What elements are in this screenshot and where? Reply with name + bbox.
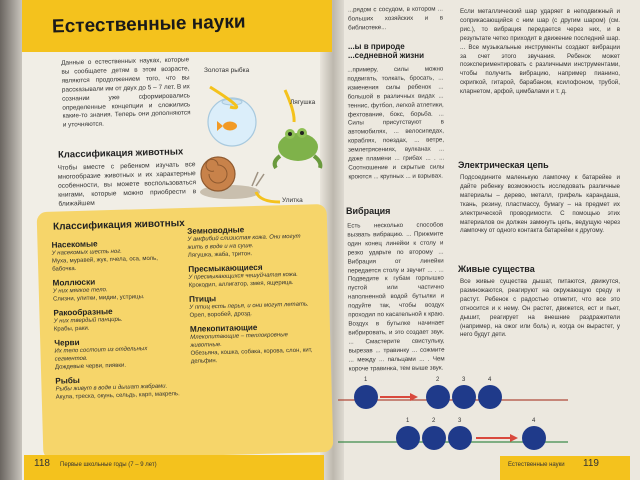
right-col1-heading2: Вибрация	[346, 206, 391, 216]
box-title: Классификация животных	[52, 217, 185, 233]
right-col2-text: Подсоедините маленькую лампочку к батарейке и дайте ребенку возможность исследовать различные материалы – дерево, металл, грифель карандаша, ткань, резину, пластмассу, бумагу – на предмет их электрической проводимости. С помощью этих материалов он должен замкнуть цепь, ведущую через лампочку от одного контакта батарейки к другому.	[460, 174, 620, 235]
item-desc: Рыбы живут в воде и дышат жабрами.	[55, 383, 168, 393]
ball-icon	[354, 385, 378, 409]
ball-label: 2	[436, 377, 440, 383]
bottom-ball-row	[396, 418, 546, 450]
item-examples: Орел, воробей, дрозд.	[189, 311, 253, 319]
footer-right-band	[500, 456, 630, 480]
right-col2-heading: Электрическая цепь	[458, 160, 549, 170]
item-examples: Дождевые черви, пиявки.	[54, 362, 127, 371]
page-edge	[0, 0, 22, 480]
box-right-column	[187, 218, 319, 366]
goldfish-bowl-icon	[208, 98, 256, 146]
ball-icon	[448, 426, 472, 450]
footer-left-text: Первые школьные годы (7 – 9 лет)	[60, 462, 157, 468]
item-heading: Рыбы	[55, 375, 80, 386]
right-col1-heading: ...ы в природе ...седневной жизни	[348, 42, 425, 60]
item-heading: Млекопитающие	[189, 322, 258, 334]
label-snail: Улитка	[282, 197, 303, 204]
page-number-right: 119	[583, 458, 599, 469]
item-desc: У амфибий слизистая кожа. Они могут жить в воде и на суше.	[187, 233, 301, 251]
item-heading: Птицы	[188, 294, 217, 304]
right-col2-text-top: Если металлический шар ударяет в неподвижный и соприкасающийся с ним шар (с другим шаром) (см. рис.), то вибрация передается через них, и в результате четко приходит в движение последний шар. ... Все музыкальные инструменты создают вибрации за счет этого звучания. Ребенок может поэкспериментировать с различными инструментами, чтобы получить вибрацию, например пианино, скрипкой, гитарой, барабаном, ксилофоном, трубой, кларнетом, арфой, цимбалами и т. д.	[460, 8, 620, 96]
ball-label: 3	[458, 418, 462, 424]
item-examples: Обезьяна, кошка, собака, корова, слон, кит, дельфин.	[190, 347, 313, 365]
ball-icon	[522, 426, 546, 450]
section-heading: Классификация животных	[57, 146, 184, 161]
ball-icon	[426, 385, 450, 409]
item-examples: Лягушка, жаба, тритон.	[187, 251, 253, 259]
page-number-left: 118	[34, 458, 50, 469]
item-desc: У них твердый панцирь.	[53, 316, 123, 325]
item-desc: Млекопитающие – теплокровные животные.	[190, 332, 289, 349]
item-desc: У насекомых шесть ног.	[51, 248, 123, 257]
intro-paragraph: Данные о естественных науках, которые вы сообщаете детям в этом возрасте, являются продолжением того, что вы рассказывали им от двух до 5 – 7 лет. В их сознании уже сформировались определенные концепции и сложились какие-то знания. Теперь они дополняются и уточняются.	[61, 56, 191, 130]
snail-icon	[200, 157, 264, 199]
item-heading: Ракообразные	[53, 307, 113, 318]
footer-right-text: Естественные науки	[508, 462, 565, 468]
pendulum-balls-illustration	[338, 372, 568, 457]
item-desc: У них мягкое тело.	[52, 287, 108, 295]
ball-icon	[478, 385, 502, 409]
frog-icon	[275, 128, 321, 168]
animals-illustration	[190, 52, 330, 220]
item-examples: Крабы, раки.	[53, 325, 90, 333]
item-heading: Насекомые	[51, 239, 98, 250]
ball-label: 3	[462, 377, 466, 383]
right-col2-heading2: Живые существа	[458, 264, 535, 274]
item-heading: Земноводные	[187, 225, 245, 236]
item-desc: У птиц есть перья, и они могут летать.	[189, 301, 309, 311]
label-goldfish: Золотая рыбка	[204, 67, 250, 74]
section-paragraph: Чтобы вместе с ребенком изучать все многообразие животных и их характерные особенности, вы можете воспользоваться книгами, которые можно приобрести в ближайшем	[57, 161, 197, 208]
item-desc: Их тело состоит из отдельных сегментов.	[54, 346, 148, 363]
ball-label: 1	[364, 377, 368, 383]
label-frog: Лягушка	[290, 99, 316, 106]
item-heading: Моллюски	[52, 277, 96, 288]
right-col1-text2: Есть несколько способов вызвать вибрацию. ... Прижмите один конец линейки к столу и резко ударьте по второму ... Вибрация от линейки передается столу и звучит ... . ... Подведите к губам горлышко пустой или частично наполненной водой бутылки и подуйте так, чтобы воздух проходил по касательной к краю. Воздух в бутылке начинает вибрировать, и это создает звук. ... Смастерите свистульку, вырезав ... травинку ... сожмите ... между ... пальцами ... . Чем короче травинка, тем выше звук.	[347, 221, 445, 372]
item-examples: Крокодил, аллигатор, змея, ящерица.	[188, 279, 294, 289]
classification-box	[37, 204, 334, 460]
ball-icon	[396, 426, 420, 450]
right-col1-text: ...примеру, силы можно подвигать, толкать, бросать, ... изменения силы ребенок ... большой в различных видах ... теннис, футбол, легкой атлетики, фехтование, бокс, борьба. ... Силы присутствуют в автомобилях, ... велосипедах, кораблях, поездах, ... ветре, землетрясениях, вулканах ... даже пламени ... грибах ... . ... Соотношение и скрытые силы кроются ... крупных ... и взрывах.	[347, 65, 445, 181]
ball-label: 2	[432, 418, 436, 424]
item-examples: Слизни, улитки, мидии, устрицы.	[52, 294, 145, 303]
item-heading: Пресмыкающиеся	[188, 262, 263, 274]
right-col2-text2: Все живые существа дышат, питаются, движутся, размножаются, реагируют на окружающую среду и растут. Ребенок с радостью отметит, что все это относится и к нему. Он растет, движется, ест и пьет, дышит, реагирует на внешние раздражители (например, на ожог или боль) и, когда он вырастет, у него будут дети.	[460, 278, 620, 339]
item-examples: Акула, треска, окунь, сельдь, карп, макрель.	[55, 391, 180, 401]
box-left-column	[51, 232, 182, 401]
ball-icon	[422, 426, 446, 450]
ball-label: 4	[488, 377, 492, 383]
page-title: Естественные науки	[51, 11, 246, 38]
item-heading: Черви	[54, 337, 80, 348]
item-examples: Муха, муравей, жук, пчела, оса, моль, бабочка.	[51, 255, 158, 273]
ball-label: 4	[532, 418, 536, 424]
item-desc: У пресмыкающихся чешуйчатая кожа.	[188, 271, 298, 281]
ball-icon	[452, 385, 476, 409]
top-ball-row	[354, 377, 502, 409]
ball-label: 1	[406, 418, 410, 424]
right-col1-top: ...рядом с сосудом, в котором ... больших хозяйских и в библиотеке...	[347, 5, 444, 32]
